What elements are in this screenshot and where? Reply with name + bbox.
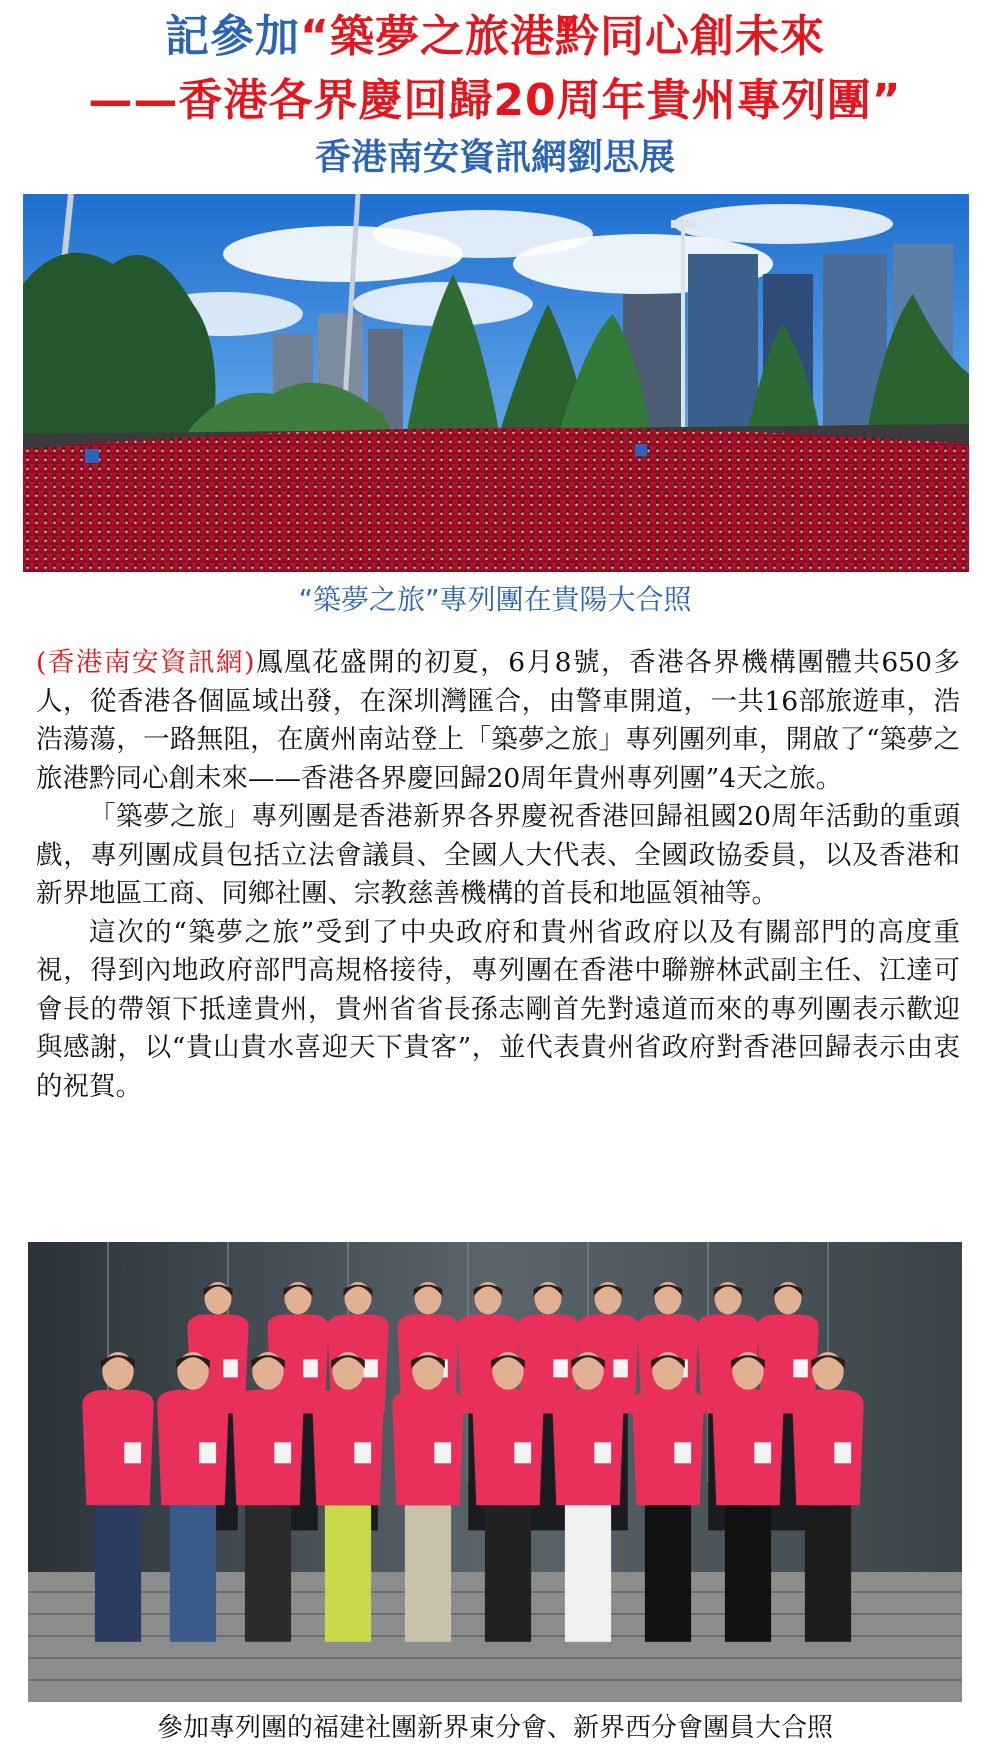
photo1-caption: “築夢之旅”專列團在貴陽大合照 xyxy=(298,583,692,616)
article-source: (香港南安資訊網) xyxy=(36,647,255,678)
article-body xyxy=(36,644,960,1106)
group-photo-guiyang-image xyxy=(23,194,969,572)
group-photo-fujian-members-image xyxy=(28,1242,962,1702)
article-paragraph-1-text: 鳳凰花盛開的初夏，6月8號，香港各界機構團體共650多人，從香港各個區域出發，在深圳灣匯合，由警車開道，一共16部旅遊車，浩浩蕩蕩，一路無阻，在廣州南站登上「築夢之旅」專列團列車，開啟了“築夢之旅港黔同心創未來——香港各界慶回歸20周年貴州專列團”4天之旅。 xyxy=(36,647,960,794)
group-photo-fujian-members xyxy=(28,1242,962,1702)
article-paragraph-2: 「築夢之旅」專列團是香港新界各界慶祝香港回歸祖國20周年活動的重頭戲，專列團成員包括立法會議員、全國人大代表、全國政協委員，以及香港和新界地區工商、同鄉社團、宗教慈善機構的首長和地區領袖等。 xyxy=(36,801,960,909)
article-byline: 香港南安資訊網劉思展 xyxy=(314,137,675,178)
article-title-line1 xyxy=(0,8,990,66)
article-paragraph xyxy=(36,644,960,798)
article-title-line2: ——香港各界慶回歸20周年貴州專列團” xyxy=(88,75,902,126)
title-prefix: 記參加 xyxy=(165,11,301,62)
article-paragraph-3: 這次的“築夢之旅”受到了中央政府和貴州省政府以及有關部門的高度重視，得到內地政府部門高規格接待，專列團在香港中聯辦林武副主任、江達可會長的帶領下抵達貴州，貴州省省長孫志剛首先對遠道而來的專列團表示歡迎與感謝，以“貴山貴水喜迎天下貴客”，並代表貴州省政府對香港回歸表示由衷的祝賀。 xyxy=(36,916,960,1102)
group-photo-guiyang xyxy=(23,194,969,572)
photo2-caption: 參加專列團的福建社團新界東分會、新界西分會團員大合照 xyxy=(156,1713,833,1743)
title-event-name: “築夢之旅港黔同心創未來 xyxy=(300,11,825,62)
